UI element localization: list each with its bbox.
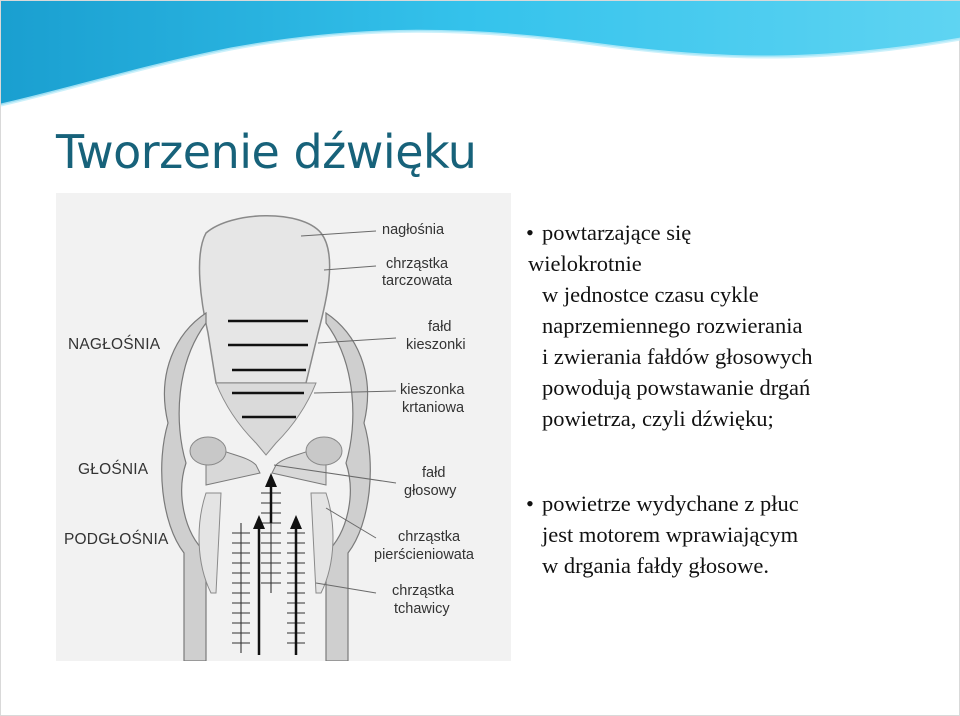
- label-chrzastka-pierscieniowata-2: pierścieniowata: [374, 547, 474, 563]
- label-fald-glosowy-1: fałd: [422, 465, 446, 481]
- label-fald-kieszonki-2: kieszonki: [406, 337, 466, 353]
- label-glosnia-region: GŁOŚNIA: [78, 461, 149, 478]
- label-naglosnia: nagłośnia: [382, 222, 445, 238]
- label-naglosnia-region: NAGŁOŚNIA: [68, 336, 161, 353]
- label-kieszonka-krtaniowa-2: krtaniowa: [402, 400, 465, 416]
- label-podglosnia-region: PODGŁOŚNIA: [64, 531, 169, 548]
- label-fald-glosowy-2: głosowy: [404, 483, 457, 499]
- bullet-line: i zwierania fałdów głosowych: [542, 344, 813, 369]
- bullet-list: [520, 217, 950, 581]
- bullet-line: powtarzające się: [542, 220, 692, 245]
- larynx-diagram: [56, 193, 511, 661]
- bullet-line: w jednostce czasu cykle: [542, 282, 759, 307]
- label-chrzastka-tchawicy-1: chrząstka: [392, 583, 455, 599]
- bullet-icon: •: [526, 491, 534, 516]
- bullet-item-vibration: [520, 217, 950, 434]
- bullet-line: powodują powstawanie drgań: [542, 375, 811, 400]
- bullet-icon: •: [526, 220, 534, 245]
- bullet-line: w drgania fałdy głosowe.: [542, 553, 770, 578]
- label-chrzastka-tarczowata-2: tarczowata: [382, 273, 453, 289]
- label-chrzastka-tarczowata-1: chrząstka: [386, 256, 449, 272]
- trachea-rings: [241, 483, 296, 653]
- bullet-line: wielokrotnie: [528, 251, 642, 276]
- bullet-line: powietrze wydychane z płuc: [542, 491, 799, 516]
- label-fald-kieszonki-1: fałd: [428, 319, 452, 335]
- header-wave-band: [1, 1, 960, 111]
- bullet-line: powietrza, czyli dźwięku;: [542, 406, 774, 431]
- bullet-item-airflow: [520, 488, 950, 581]
- label-chrzastka-tchawicy-2: tchawicy: [394, 601, 450, 617]
- label-kieszonka-krtaniowa-1: kieszonka: [400, 382, 465, 398]
- bullet-line: jest motorem wprawiającym: [542, 522, 799, 547]
- label-chrzastka-pierscieniowata-1: chrząstka: [398, 529, 461, 545]
- airflow-arrows: [253, 473, 302, 655]
- bullet-line: naprzemiennego rozwierania: [542, 313, 803, 338]
- slide-title: Tworzenie dźwięku: [56, 125, 477, 179]
- thyroid-cartilage-right: [326, 313, 370, 661]
- epiglottis-shape: [200, 216, 330, 383]
- thyroid-cartilage-left: [162, 313, 206, 661]
